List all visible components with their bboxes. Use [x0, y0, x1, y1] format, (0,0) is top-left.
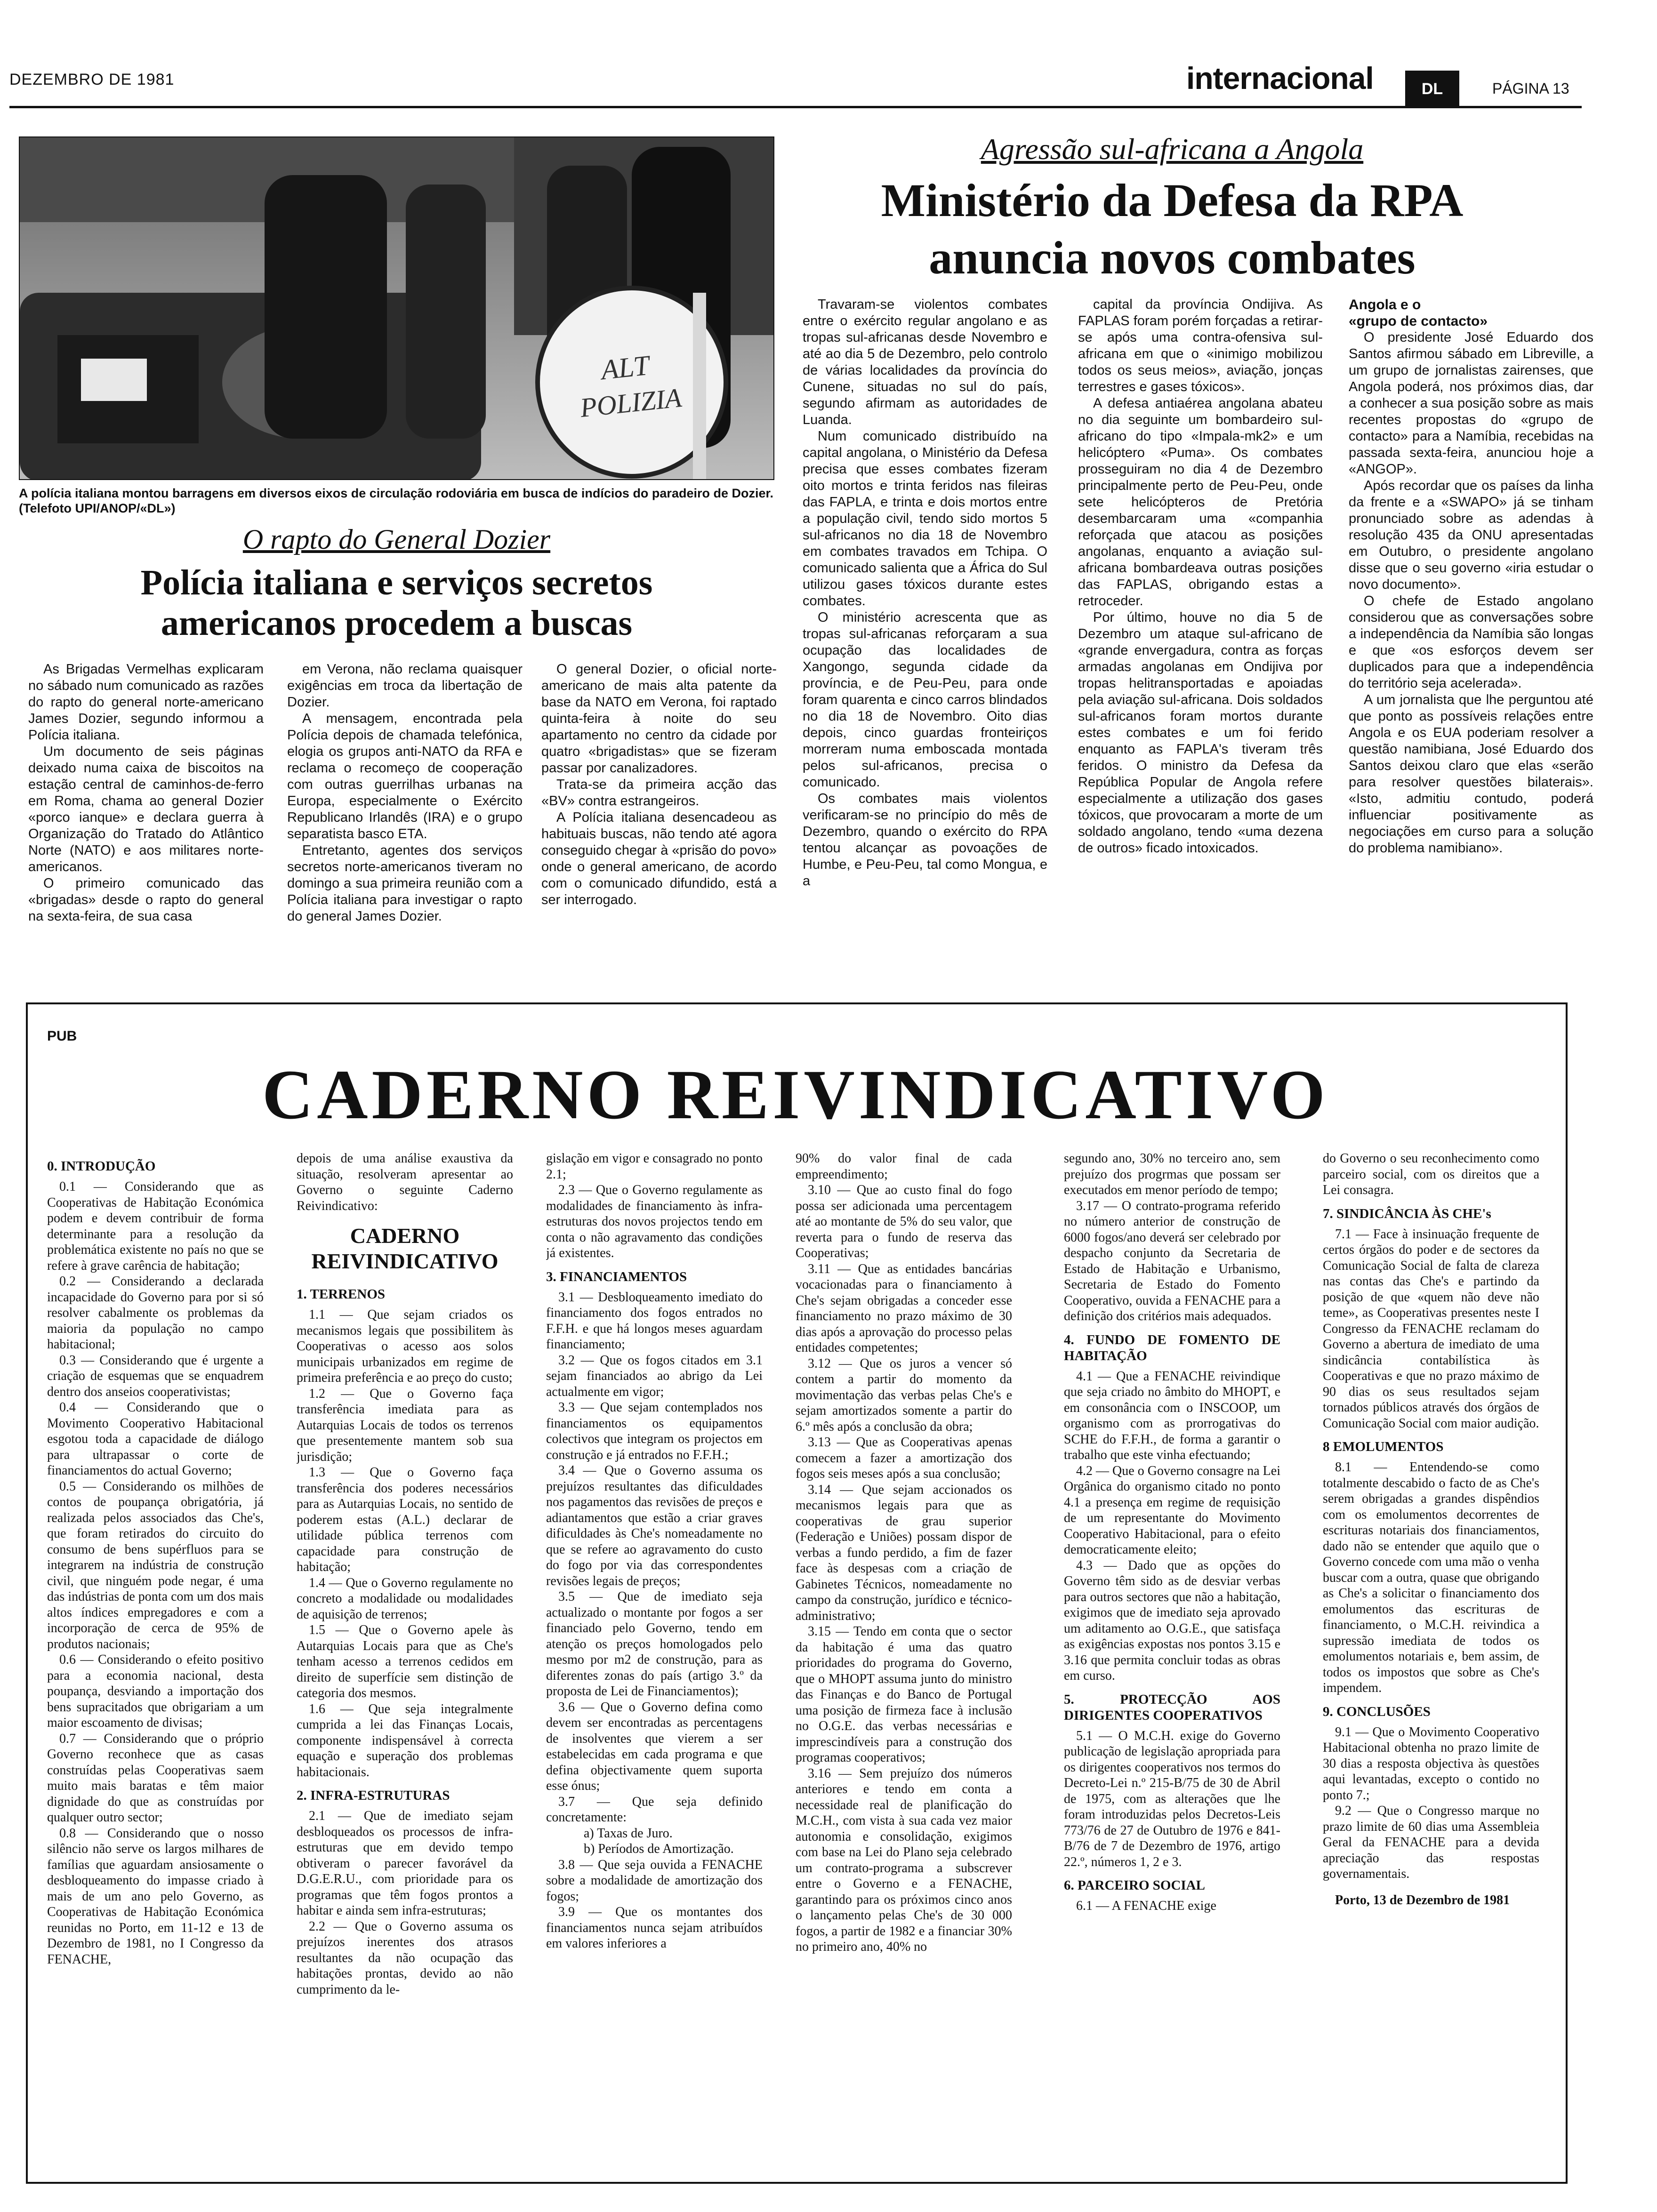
- angola-subhead-2: «grupo de contacto»: [1349, 313, 1488, 329]
- section-heading: 5. PROTECÇÃO AOS DIRIGENTES COOPERATIVOS: [1064, 1691, 1280, 1723]
- paragraph: 3.17 — O contrato-programa referido no número anterior de construção de 6000 fogos/ano deverá ser celebrado por despacho conjunto da Secretaria de Estado de Habitação e Urbanismo, Secretaria de Estado do Fomento Cooperativo, ouvida a FENACHE para a definição dos critérios mais adequados.: [1064, 1198, 1280, 1323]
- paragraph: A um jornalista que lhe perguntou até que ponto as possíveis relações entre Angola e os EUA poderiam resolver a questão namibiana, José Eduardo dos Santos deixou claro que elas «serão para resolver questões bilaterais». «Isto, admitiu contudo, poderá influenciar positivamente as negociações em curso para a solução do problema namibiano».: [1349, 692, 1593, 856]
- paragraph: 8.1 — Entendendo-se como totalmente descabido o facto de as Che's serem obrigadas a grandes dispêndios com os emolumentos decorrentes de escrituras notariais dos financiamentos, dado não se entender que aquilo que o Governo concede com uma mão o venha buscar com a outra, quase que obrigando as Che's a solicitar o financiamento dos emolumentos das escrituras de financiamento, o M.C.H. reivindica a supressão imediata de todos os emolumentos notariais e, bem assim, de todos os impostos que sobre as Che's impendem.: [1323, 1460, 1539, 1695]
- paragraph: 2.1 — Que de imediato sejam desbloqueados os processos de infra-estruturas que em devido tempo obtiveram o parecer favorável da D.G.E.R.U., com prioridade para os programas que têm fogos prontos a habitar e ainda sem infra-estruturas;: [297, 1809, 513, 1918]
- paragraph: capital da província Ondijiva. As FAPLAS foram porém forçadas a retirar-se após uma contra-ofensiva sul-africana em que o «inimigo mobilizou todos os seus meios», aviação, jonças terrestres e gases tóxicos».: [1078, 297, 1323, 394]
- paragraph: 3.2 — Que os fogos citados em 3.1 sejam financiados ao abrigo da Lei actualmente em vigor;: [546, 1353, 763, 1399]
- paragraph: 3.3 — Que sejam contemplados nos financiamentos os equipamentos colectivos que integram os projectos em construção e já entrados no F.F.H.;: [546, 1400, 763, 1462]
- paragraph: 1.6 — Que seja integralmente cumprida a lei das Finanças Locais, componente indispensável à correcta equação e superação dos problemas habitacionais.: [297, 1701, 513, 1779]
- paragraph: Um documento de seis páginas deixado numa caixa de biscoitos na estação central de caminhos-de-ferro em Roma, chama ao general Dozier «porco ianque» e declara guerra à Organização do Tratado do Atlântico Norte (NATO) e aos militares norte-americanos.: [28, 744, 264, 874]
- paragraph: 4.2 — Que o Governo consagre na Lei Orgânica do organismo citado no ponto 4.1 a presença em regime de requisição de um representante do Movimento Cooperativo Habitacional, para o efeito democraticamente eleito;: [1064, 1463, 1280, 1557]
- paragraph: 3.5 — Que de imediato seja actualizado o montante por fogos a ser financiado pelo Governo, tendo em atenção os preços homologados pelo mesmo por m2 de construção, para as diferentes zonas do país (artigo 3.º da proposta de Lei de Financiamentos);: [546, 1589, 763, 1699]
- caderno-subtitle: CADERNO REIVINDICATIVO: [311, 1224, 499, 1273]
- paragraph: depois de uma análise exaustiva da situação, resolveram apresentar ao Governo o seguinte Caderno Reivindicativo:: [297, 1151, 513, 1213]
- section-heading: 7. SINDICÂNCIA ÀS CHE's: [1323, 1206, 1491, 1221]
- paragraph: 0.5 — Considerando os milhões de contos de poupança obrigatória, já realizada pelos associados das Che's, que foram retirados do circuito do consumo de bens supérfluos para se integrarem na indústria de construção civil, que ninguém pode negar, é uma das indústrias de ponta com um dos mais altos índices empregadores e com a incorporação de cerca de 95% de produtos nacionais;: [47, 1479, 264, 1651]
- paragraph: Após recordar que os países da linha da frente e a «SWAPO» já se tinham pronunciado sobre as adendas à resolução 435 da ONU apresentadas em Outubro, o presidente angolano disse que o seu governo «iria estudar o novo documento».: [1349, 478, 1593, 592]
- section-heading: 4. FUNDO DE FOMENTO DE HABITAÇÃO: [1064, 1332, 1280, 1363]
- page-number: PÁGINA 13: [1492, 80, 1569, 97]
- paragraph: 3.4 — Que o Governo assuma os prejuízos resultantes das dificuldades nos pagamentos das revisões de preços e adiantamentos que estão a criar graves dificuldades às Che's nomeadamente no que se refere ao agravamento do custo do fogo por via das correspondentes revisões legais de preços;: [546, 1463, 763, 1588]
- caderno-title: CADERNO REIVINDICATIVO: [262, 1056, 1329, 1134]
- paragraph: 4.1 — Que a FENACHE reivindique que seja criado no âmbito do MHOPT, e em consonância com o INSCOOP, um organismo com as prorrogativas do SCHE do F.F.H., de forma a garantir o trabalho que este vinha efectuando;: [1064, 1369, 1280, 1462]
- paragraph: do Governo o seu reconhecimento como parceiro social, com os direitos que a Lei consagra.: [1323, 1151, 1539, 1197]
- paragraph: 4.3 — Dado que as opções do Governo têm sido as de desviar verbas para outros sectores que não a habitação, exigimos que de imediato seja aprovado um aditamento ao O.G.E., que satisfaça as exigências expostas nos pontos 3.15 e 3.16 que permita concluir todas as obras em curso.: [1064, 1558, 1280, 1683]
- paragraph: 3.15 — Tendo em conta que o sector da habitação é uma das quatro prioridades do programa do Governo, que o MHOPT assuma junto do ministro das Finanças e do Banco de Portugal uma posição de firmeza face à inclusão no O.G.E. das verbas necessárias e imprescindíveis para a construção dos programas cooperativos;: [796, 1624, 1012, 1765]
- dozier-col-3: [541, 661, 777, 991]
- angola-headline-line1: Ministério da Defesa da RPA: [881, 174, 1464, 226]
- paragraph: 3.14 — Que sejam accionados os mecanismos legais para que as cooperativas de grau superior (Federação e Uniões) possam dispor de verbas a fundo perdido, a fim de fazer face às despesas com a criação de Gabinetes Técnicos, nomeadamente no campo da construção, jurídico e técnico-administrativo;: [796, 1482, 1012, 1623]
- paragraph: 0.6 — Considerando o efeito positivo para a economia nacional, desta poupança, desviando a importação dos bens supracitados que obrigariam a um maior escoamento de divisas;: [47, 1652, 264, 1730]
- paragraph: 3.9 — Que os montantes dos financiamentos nunca sejam atribuídos em valores inferiores a: [546, 1905, 763, 1951]
- paragraph: 6.1 — A FENACHE exige: [1076, 1899, 1216, 1913]
- paragraph: gislação em vigor e consagrado no ponto 2.1;: [546, 1151, 763, 1182]
- paragraph: 0.1 — Considerando que as Cooperativas de Habitação Económica podem e devem contribuir de forma determinante para a resolução da problemática existente no país no que se refere à grave carência de habitação;: [47, 1179, 264, 1273]
- paragraph: 3.6 — Que o Governo defina como devem ser encontradas as percentagens de insolventes que vierem a ser estabelecidas em cada programa e que defina objectivamente quem suporta esse ónus;: [546, 1699, 763, 1793]
- paragraph: O general Dozier, o oficial norte-americano de mais alta patente da base da NATO em Verona, foi raptado quinta-feira à noite do seu apartamento no centro da cidade por quatro «brigadistas» que se fizeram passar por canalizadores.: [541, 662, 777, 776]
- section-heading: 3. FINANCIAMENTOS: [546, 1269, 687, 1284]
- section-heading: 6. PARCEIRO SOCIAL: [1064, 1878, 1205, 1893]
- paragraph: 9.1 — Que o Movimento Cooperativo Habitacional obtenha no prazo limite de 30 dias a resposta objectiva às questões aqui levantadas, excepto o contido no ponto 7.;: [1323, 1724, 1539, 1803]
- dozier-col-1: [28, 661, 264, 991]
- dozier-headline-line2: americanos procedem a buscas: [161, 603, 633, 643]
- paragraph: 0.7 — Considerando que o próprio Governo reconhece que as casas construídas pelas Cooperativas saem muito mais baratas e têm maior dignidade do que as construídas por qualquer outro sector;: [47, 1731, 264, 1825]
- list-item: b) Períodos de Amortização.: [584, 1842, 734, 1856]
- section-heading: 9. CONCLUSÕES: [1323, 1704, 1431, 1719]
- section-heading: 8 EMOLUMENTOS: [1323, 1439, 1444, 1454]
- dozier-headline: [19, 562, 774, 643]
- paragraph: As Brigadas Vermelhas explicaram no sábado num comunicado as razões do rapto do general norte-americano James Dozier, segundo informou a Polícia italiana.: [28, 662, 264, 743]
- section-heading: 2. INFRA-ESTRUTURAS: [297, 1788, 450, 1803]
- paragraph: 0.2 — Considerando a declarada incapacidade do Governo para por si só resolver cabalmente os problemas da maioria da população no campo habitacional;: [47, 1274, 264, 1352]
- paragraph: 0.8 — Considerando que o nosso silêncio não serve os largos milhares de famílias que aguardam ansiosamente o desbloqueamento do impasse criado à mais de um ano pelo Governo, as Cooperativas de Habitação Económica reunidas no Porto, em 11-12 e 13 de Dezembro de 1981, no I Congresso da FENACHE,: [47, 1826, 264, 1967]
- paragraph: O ministério acrescenta que as tropas sul-africanas reforçaram a sua ocupação das localidades de Xangongo, segunda cidade da província, e de Peu-Peu, para onde foram quarenta e cinco carros blindados no dia 18 de Novembro. Oito dias depois, cinco guardas fronteiriços morreram numa emboscada montada pelos sul-africanos, precisa o comunicado.: [803, 610, 1047, 790]
- caderno-col-1: [47, 1151, 264, 2170]
- paragraph: 3.8 — Que seja ouvida a FENACHE sobre a modalidade de amortização dos fogos;: [546, 1857, 763, 1904]
- list-item: a) Taxas de Juro.: [584, 1826, 673, 1841]
- paragraph: 2.2 — Que o Governo assuma os prejuízos inerentes dos atrasos resultantes da não ocupação das habitações prontas, devido ao não cumprimento da le-: [297, 1919, 513, 1997]
- paragraph: Os combates mais violentos verificaram-se no princípio do mês de Dezembro, quando o exército do RPA tentou alcançar as povoações de Humbe, e Peu-Peu, tal como Mongua, e a: [803, 791, 1047, 889]
- paragraph: 1.5 — Que o Governo apele às Autarquias Locais para que as Che's tenham acesso a terrenos cedidos em direito de superfície sem distinção de categoria dos mesmos.: [297, 1623, 513, 1700]
- section-heading: 0. INTRODUÇÃO: [47, 1159, 156, 1174]
- paragraph: 3.7 — Que seja definido concretamente:: [546, 1794, 763, 1825]
- angola-headline: [800, 172, 1544, 287]
- paragraph: O chefe de Estado angolano considerou que as conversações sobre a independência da Namíbia são longas e que «os esforços devem ser duplicados para que a independência do território seja acelerada».: [1349, 593, 1593, 691]
- dozier-col-2: [287, 661, 523, 991]
- paragraph: A defesa antiaérea angolana abateu no dia seguinte um bombardeiro sul-africano do tipo «Impala-mk2» e um helicóptero «Puma». Os combates prosseguiram no dia 4 de Dezembro principalmente perto de Peu-Peu, onde sete helicópteros de Pretória desembarcaram uma «companhia reforçada que atacou as posições angolanas, enquanto a aviação sul-africana bombardeava outras posições das FAPLAS, obrigando estas a retroceder.: [1078, 396, 1323, 609]
- paragraph: 3.16 — Sem prejuízo dos números anteriores e tendo em conta a necessidade real de planificação do M.C.H., com vista à sua cada vez maior autonomia e consolidação, exigimos com base na Lei do Plano seja celebrado um contrato-programa a subscrever entre o Governo e a FENACHE, garantindo para os próximos cinco anos o lançamento pelas Che's de 30 000 fogos, a partir de 1982 e a financiar 30% no primeiro ano, 40% no: [796, 1766, 1012, 1954]
- dozier-headline-line1: Polícia italiana e serviços secretos: [140, 563, 653, 602]
- paragraph: 3.11 — Que as entidades bancárias vocacionadas para o financiamento à Che's sejam obrigadas a conceder esse financiamento no prazo máximo de 30 dias após a aprovação do processo pelas entidades competentes;: [796, 1261, 1012, 1355]
- angola-col-1: [803, 297, 1047, 993]
- paragraph: 3.13 — Que as Cooperativas apenas comecem a fazer a amortização dos fogos seis meses após a sua conclusão;: [796, 1435, 1012, 1481]
- paragraph: 0.3 — Considerando que é urgente a criação de esquemas que se enquadrem dentro dos anseios cooperativistas;: [47, 1353, 264, 1399]
- paragraph: 1.4 — Que o Governo regulamente no concreto a modalidade ou modalidades de aquisição de terrenos;: [297, 1575, 513, 1622]
- caderno-col-5: [1064, 1151, 1280, 2170]
- caderno-col-6: [1323, 1151, 1539, 2170]
- paragraph: 0.4 — Considerando que o Movimento Cooperativo Habitacional esgotou toda a capacidade de diálogo para ultrapassar o corte de financiamentos do actual Governo;: [47, 1400, 264, 1478]
- paragraph: 3.10 — Que ao custo final do fogo possa ser adicionada uma percentagem até ao montante de 5% do seu valor, que reverta para o fundo de reserva das Cooperativas;: [796, 1183, 1012, 1260]
- dozier-kicker: O rapto do General Dozier: [242, 524, 551, 555]
- paragraph: O presidente José Eduardo dos Santos afirmou sábado em Libreville, a um grupo de jornalistas zairenses, que Angola poderá, nos próximos dias, dar a conhecer a sua posição sobre as mais recentes propostas do «grupo de contacto» para a Namíbia, recebidas na passada sexta-feira, anunciou hoje a «ANGOP».: [1349, 330, 1593, 477]
- paragraph: Num comunicado distribuído na capital angolana, o Ministério da Defesa precisa que esses combates fizeram oito mortos e trinta feridos nas fileiras das FAPLA, e trinta e dois mortos entre a população civil, tendo sido mortos 5 sul-africanos no dia 18 de Novembro em combates travados em Tchipa. O comunicado salienta que a África do Sul utilizou gases tóxicos durante estes combates.: [803, 429, 1047, 609]
- paragraph: Travaram-se violentos combates entre o exército regular angolano e as tropas sul-africanas desde Novembro e até ao dia 5 de Dezembro, pelo controlo de várias localidades da província do Cunene, situadas no sul do país, segundo afirmam as autoridades de Luanda.: [803, 297, 1047, 427]
- paragraph: A mensagem, encontrada pela Polícia depois de chamada telefónica, elogia os grupos anti-NATO da RFA e reclama o recomeço de cooperação com outras guerrilhas urbanas na Europa, especialmente o Exército Republicano Irlandês (IRA) e o grupo separatista basco ETA.: [287, 711, 523, 842]
- section-title: internacional: [1186, 61, 1374, 96]
- police-roadblock-image: [20, 137, 774, 480]
- paragraph: A Polícia italiana desencadeou as habituais buscas, não tendo até agora conseguido chegar à «prisão do povo» onde o general americano, de acordo com o comunicado difundido, está a ser interrogado.: [541, 810, 777, 907]
- paragraph: segundo ano, 30% no terceiro ano, sem prejuízo dos progrmas que possam ser executados em menor período de tempo;: [1064, 1151, 1280, 1197]
- angola-col-2: [1078, 297, 1323, 993]
- paragraph: 1.1 — Que sejam criados os mecanismos legais que possibilitem às Cooperativas o acesso aos solos municipais urbanizados em regime de primeira preferência e ao preço do custo;: [297, 1307, 513, 1385]
- sign-text-polizia: POLIZIA: [579, 382, 683, 424]
- sign-text-alt: ALT: [599, 349, 651, 386]
- paragraph: 2.3 — Que o Governo regulamente as modalidades de financiamento às infra-estruturas dos novos projectos tendo em conta o não agravamento das condições já existentes.: [546, 1183, 763, 1260]
- paragraph: em Verona, não reclama quaisquer exigências em troca da libertação de Dozier.: [287, 662, 523, 710]
- angola-headline-line2: anuncia novos combates: [929, 232, 1416, 284]
- paragraph: Por último, houve no dia 5 de Dezembro um ataque sul-africano de «grande envergadura, contra as forças armadas angolanas em Ondijiva por tropas helitransportadas e apoiadas pela aviação sul-africana. Dois soldados sul-africanos foram mortos durante estes combates e um foi ferido enquanto as FAPLA's tiveram três feridos. O ministro da Defesa da República Popular de Angola refere especialmente a utilização dos gases tóxicos, que provocaram a morte de um soldado angolano, tendo «uma dezena de outros» ficado intoxicados.: [1078, 610, 1323, 856]
- signature-line: Porto, 13 de Dezembro de 1981: [1335, 1892, 1510, 1907]
- paragraph: 7.1 — Face à insinuação frequente de certos órgãos do poder e de sectores da Comunicação Social de falta de clareza nas contas das Che's e partindo da posição de que «quem não deve não teme», as Cooperativas presentes neste I Congresso da FENACHE reclamam do Governo a abertura de imediato de uma sindicância contabilística às Cooperativas e que no prazo máximo de 90 dias os seus resultados sejam tornados públicos através dos órgãos de Comunicação Social com maior audição.: [1323, 1226, 1539, 1431]
- paragraph: 3.12 — Que os juros a vencer só contem a partir do momento da movimentação das verbas pelas Che's e sejam amortizados somente a partir do 6.º mês após a conclusão da obra;: [796, 1356, 1012, 1434]
- photo-caption: A polícia italiana montou barragens em diversos eixos de circulação rodoviária em busca de indícios do paradeiro de Dozier. (Telefoto UPI/ANOP/«DL»): [19, 486, 774, 515]
- paragraph: 90% do valor final de cada empreendimento;: [796, 1151, 1012, 1182]
- paragraph: 1.3 — Que o Governo faça transferência dos poderes necessários para as Autarquias Locais, no sentido de poderem estas (A.L.) declarar de utilidade pública terrenos com capacidade para construção de habitação;: [297, 1465, 513, 1574]
- paragraph: O primeiro comunicado das «brigadas» desde o rapto do general na sexta-feira, de sua casa: [28, 876, 264, 924]
- paragraph: 1.2 — Que o Governo faça transferência imediata para as Autarquias Locais de todos os terrenos que presentemente mantem sob sua jurisdição;: [297, 1386, 513, 1464]
- angola-col-3: [1349, 297, 1593, 993]
- paragraph: 5.1 — O M.C.H. exige do Governo publicação de legislação apropriada para os dirigentes cooperativos nos termos do Decreto-Lei n.º 215-B/75 de 30 de Abril de 1975, com as alterações que lhe foram introduzidas pelos Decretos-Leis 773/76 de 27 de Outubro de 1976 e 841-B/76 de 7 de Dezembro de 1976, artigo 22.º, números 1, 2 e 3.: [1064, 1728, 1280, 1869]
- caderno-col-3: [546, 1151, 763, 2170]
- angola-subhead-1: Angola e o: [1349, 297, 1421, 313]
- newspaper-logo: DL: [1405, 71, 1459, 107]
- caderno-col-4: [796, 1151, 1012, 2170]
- angola-kicker: Agressão sul-africana a Angola: [981, 132, 1364, 166]
- header-rule: [9, 106, 1582, 108]
- paragraph: 9.2 — Que o Congresso marque no prazo limite de 60 dias uma Assembleia Geral da FENACHE para a devida apreciação das respostas governamentais.: [1323, 1803, 1539, 1881]
- paragraph: 3.1 — Desbloqueamento imediato do financiamento dos fogos entrados no F.F.H. e que há longos meses aguardam financiamento;: [546, 1290, 763, 1352]
- paragraph: Trata-se da primeira acção das «BV» contra estrangeiros.: [541, 777, 777, 809]
- paragraph: Entretanto, agentes dos serviços secretos norte-americanos tiveram no domingo a sua primeira reunião com a Polícia italiana para investigar o rapto do general James Dozier.: [287, 843, 523, 924]
- header-date: DEZEMBRO DE 1981: [9, 71, 175, 88]
- pub-label: PUB: [47, 1028, 77, 1044]
- caderno-col-2: [297, 1151, 513, 2170]
- section-heading: 1. TERRENOS: [297, 1287, 386, 1302]
- news-photo: [19, 136, 774, 480]
